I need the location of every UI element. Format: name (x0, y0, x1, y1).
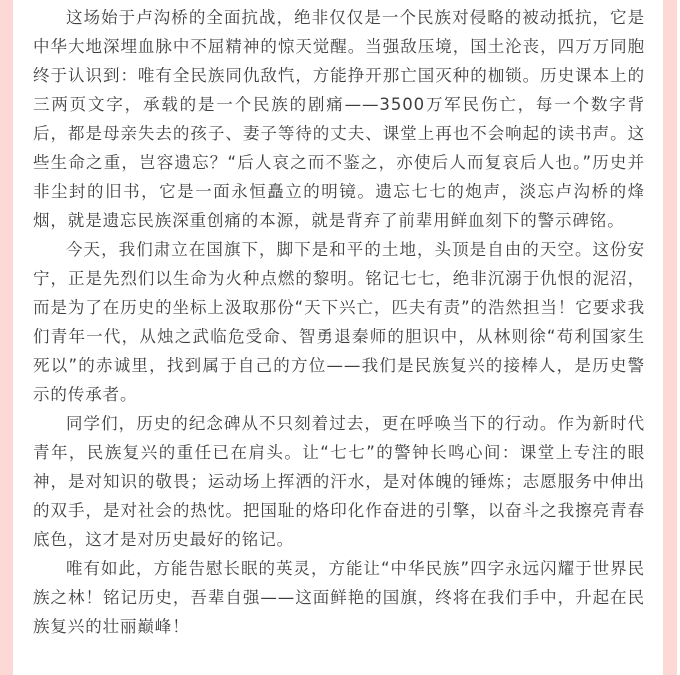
paragraph-4: 唯有如此，方能告慰长眠的英灵，方能让“中华民族”四字永远闪耀于世界民族之林！铭记历史，吾辈自强——这面鲜艳的国旗，终将在我们手中，升起在民族复兴的壮丽巅峰！ (33, 559, 645, 636)
paragraph-3: 同学们，历史的纪念碑从不只刻着过去，更在呼唤当下的行动。作为新时代青年，民族复兴的重任已在肩头。让“七七”的警钟长鸣心间：课堂上专注的眼神，是对知识的敬畏；运动场上挥洒的汗水，是对体魄的锤炼；志愿服务中伸出的双手，是对社会的热忱。把国耻的烙印化作奋进的引擎，以奋斗之我擦亮青春底色，这才是对历史最好的铭记。 (33, 414, 645, 549)
right-decorative-border (663, 0, 677, 675)
left-decorative-border (0, 0, 13, 675)
article-container (13, 0, 663, 675)
article-body (33, 3, 645, 641)
paragraph-1: 这场始于卢沟桥的全面抗战，绝非仅仅是一个民族对侵略的被动抵抗，它是中华大地深埋血脉中不屈精神的惊天觉醒。当强敌压境，国土沦丧，四万万同胞终于认识到：唯有全民族同仇敌忾，方能挣开那亡国灭种的枷锁。历史课本上的三两页文字，承载的是一个民族的剧痛——3500万军民伤亡，每一个数字背后，都是母亲失去的孩子、妻子等待的丈夫、课堂上再也不会响起的读书声。这些生命之重，岂容遗忘？“后人哀之而不鉴之，亦使后人而复哀后人也。”历史并非尘封的旧书，它是一面永恒矗立的明镜。遗忘七七的炮声，淡忘卢沟桥的烽烟，就是遗忘民族深重创痛的本源，就是背弃了前辈用鲜血刻下的警示碑铭。 (33, 8, 645, 230)
paragraph-2: 今天，我们肃立在国旗下，脚下是和平的土地，头顶是自由的天空。这份安宁，正是先烈们以生命为火种点燃的黎明。铭记七七，绝非沉溺于仇恨的泥沼，而是为了在历史的坐标上汲取那份“天下兴亡，匹夫有责”的浩然担当！它要求我们青年一代，从烛之武临危受命、智勇退秦师的胆识中，从林则徐“苟利国家生死以”的赤诚里，找到属于自己的方位——我们是民族复兴的接棒人，是历史警示的传承者。 (33, 240, 645, 404)
